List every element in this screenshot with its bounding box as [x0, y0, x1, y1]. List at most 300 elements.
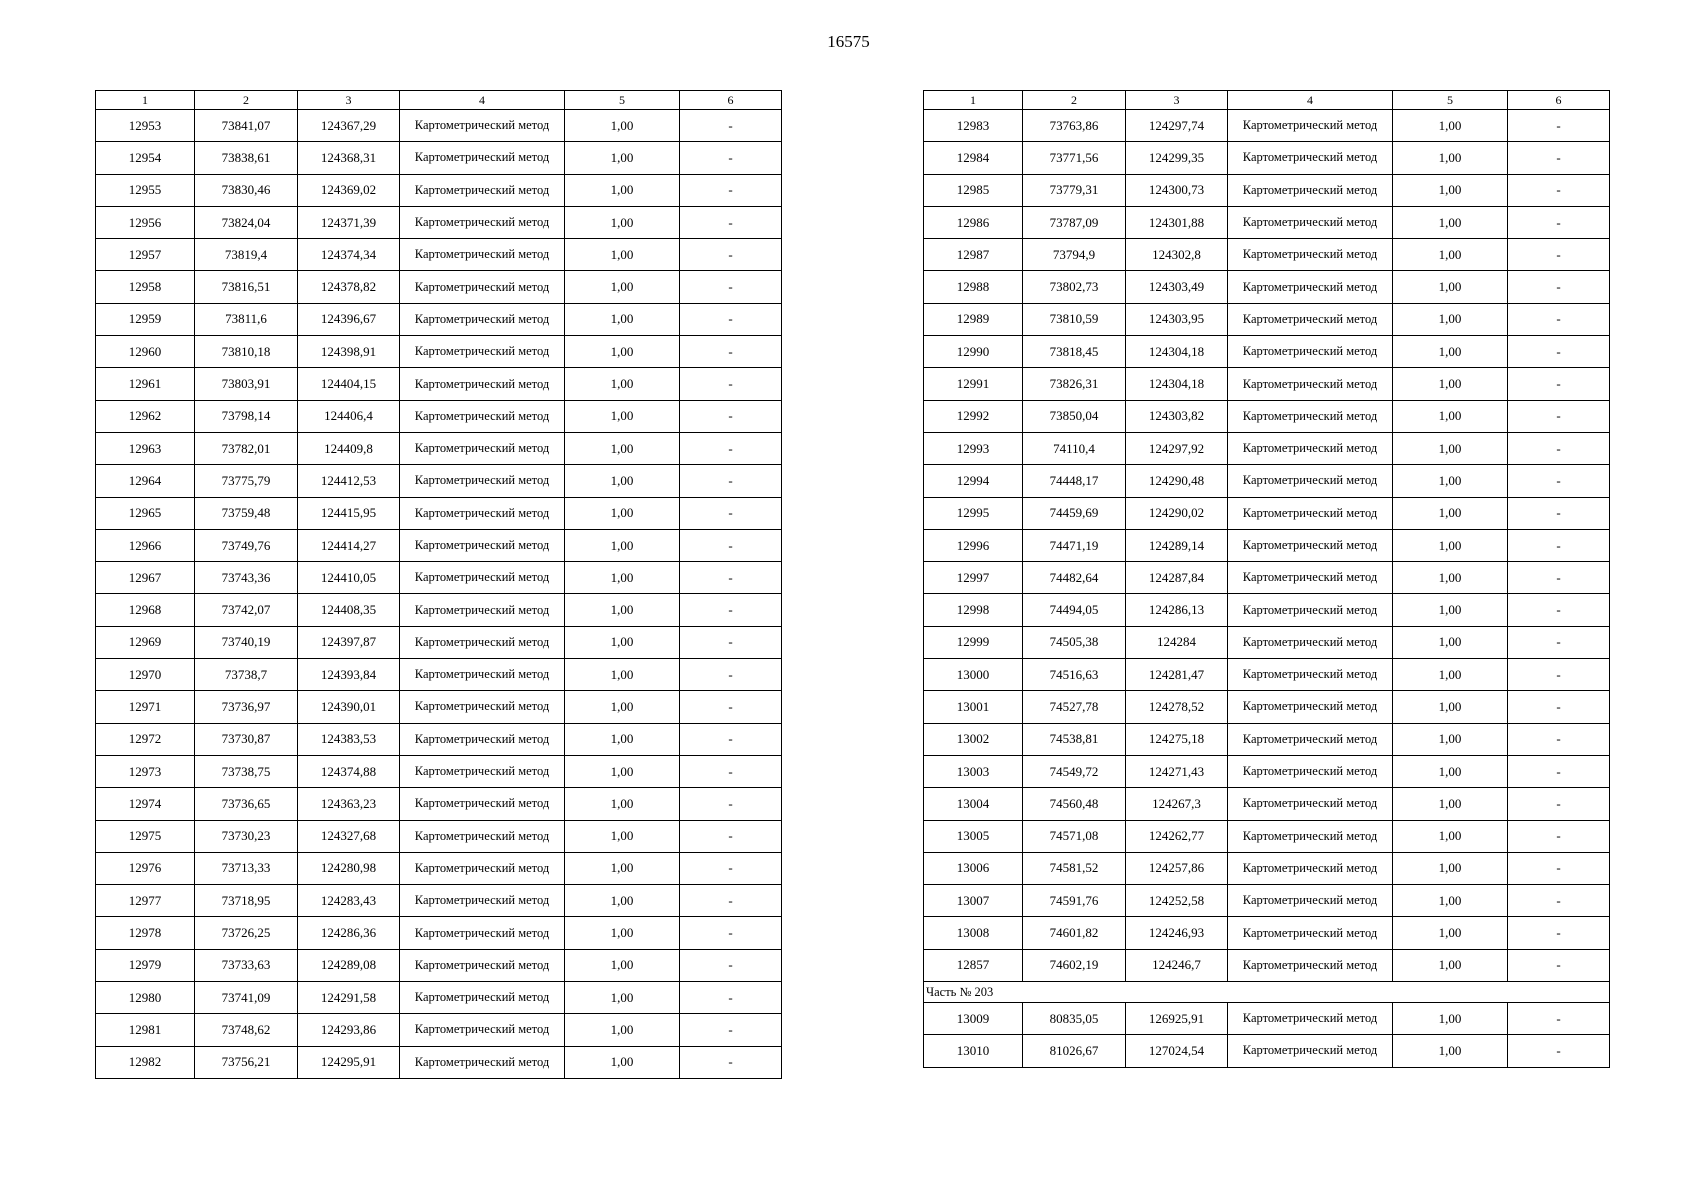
table-cell: Картометрический метод [1228, 820, 1393, 852]
table-cell: Картометрический метод [400, 239, 565, 271]
table-cell: 124414,27 [298, 529, 400, 561]
table-cell: 1,00 [1393, 594, 1508, 626]
table-cell: 73742,07 [195, 594, 298, 626]
table-cell: Картометрический метод [400, 400, 565, 432]
table-cell: 12971 [96, 691, 195, 723]
table-cell: 1,00 [565, 949, 680, 981]
table-row [96, 594, 782, 626]
table-cell: 12996 [924, 529, 1023, 561]
table-cell: - [680, 529, 782, 561]
column-header: 2 [195, 91, 298, 110]
table-cell: 1,00 [565, 917, 680, 949]
column-header: 6 [1508, 91, 1610, 110]
table-cell: 124371,39 [298, 206, 400, 238]
table-row [924, 788, 1610, 820]
table-row [96, 1014, 782, 1046]
table-cell: 13004 [924, 788, 1023, 820]
table-cell: - [1508, 949, 1610, 981]
table-cell: 73826,31 [1023, 368, 1126, 400]
table-cell: 1,00 [1393, 852, 1508, 884]
table-cell: 124327,68 [298, 820, 400, 852]
table-cell: 1,00 [565, 755, 680, 787]
table-cell: 1,00 [565, 174, 680, 206]
table-cell: Картометрический метод [1228, 562, 1393, 594]
table-cell: Картометрический метод [1228, 110, 1393, 142]
table-cell: 12959 [96, 303, 195, 335]
table-row [924, 1003, 1610, 1035]
table-cell: 124303,95 [1126, 303, 1228, 335]
table-cell: 73798,14 [195, 400, 298, 432]
table-cell: 73838,61 [195, 142, 298, 174]
table-cell: 12958 [96, 271, 195, 303]
table-row [924, 110, 1610, 142]
table-cell: Картометрический метод [1228, 303, 1393, 335]
table-cell: 12986 [924, 206, 1023, 238]
table-row [96, 400, 782, 432]
table-cell: 1,00 [565, 659, 680, 691]
table-row [924, 949, 1610, 981]
table-cell: 124289,08 [298, 949, 400, 981]
table-cell: 73730,23 [195, 820, 298, 852]
table-cell: Картометрический метод [400, 949, 565, 981]
table-cell: 124257,86 [1126, 852, 1228, 884]
table-cell: Картометрический метод [400, 336, 565, 368]
table-cell: 124415,95 [298, 497, 400, 529]
table-cell: Картометрический метод [1228, 691, 1393, 723]
table-cell: 124297,74 [1126, 110, 1228, 142]
table-row [924, 368, 1610, 400]
table-cell: Картометрический метод [1228, 885, 1393, 917]
table-cell: 124284 [1126, 626, 1228, 658]
table-cell: 124406,4 [298, 400, 400, 432]
table-cell: 124302,8 [1126, 239, 1228, 271]
table-cell: 12967 [96, 562, 195, 594]
table-cell: 73811,6 [195, 303, 298, 335]
table-cell: 124378,82 [298, 271, 400, 303]
table-cell: 1,00 [565, 336, 680, 368]
table-cell: 127024,54 [1126, 1035, 1228, 1067]
table-cell: 12956 [96, 206, 195, 238]
table-row [924, 659, 1610, 691]
table-cell: 124304,18 [1126, 336, 1228, 368]
table-cell: Картометрический метод [1228, 594, 1393, 626]
table-cell: 1,00 [565, 723, 680, 755]
table-cell: 74560,48 [1023, 788, 1126, 820]
table-cell: 73810,18 [195, 336, 298, 368]
table-row [96, 885, 782, 917]
table-cell: 1,00 [565, 110, 680, 142]
table-cell: Картометрический метод [1228, 400, 1393, 432]
table-cell: - [1508, 174, 1610, 206]
table-cell: Картометрический метод [400, 1046, 565, 1078]
table-cell: 12963 [96, 432, 195, 464]
table-cell: 1,00 [1393, 336, 1508, 368]
table-row [924, 336, 1610, 368]
table-cell: 13005 [924, 820, 1023, 852]
table-cell: - [680, 949, 782, 981]
table-cell: 12981 [96, 1014, 195, 1046]
table-cell: - [1508, 691, 1610, 723]
table-cell: 12992 [924, 400, 1023, 432]
table-cell: 12976 [96, 852, 195, 884]
table-row [924, 432, 1610, 464]
table-cell: 73771,56 [1023, 142, 1126, 174]
table-row [924, 142, 1610, 174]
table-cell: 73738,7 [195, 659, 298, 691]
table-cell: 73748,62 [195, 1014, 298, 1046]
table-cell: 124297,92 [1126, 432, 1228, 464]
table-cell: 73810,59 [1023, 303, 1126, 335]
table-cell: 74516,63 [1023, 659, 1126, 691]
table-cell: 73830,46 [195, 174, 298, 206]
table-cell: 12984 [924, 142, 1023, 174]
table-cell: 12962 [96, 400, 195, 432]
table-cell: Картометрический метод [1228, 142, 1393, 174]
table-cell: 124246,93 [1126, 917, 1228, 949]
table-cell: 12857 [924, 949, 1023, 981]
table-cell: 124303,49 [1126, 271, 1228, 303]
table-cell: - [680, 1046, 782, 1078]
table-cell: 124398,91 [298, 336, 400, 368]
table-cell: - [680, 562, 782, 594]
table-cell: 73740,19 [195, 626, 298, 658]
table-cell: 124246,7 [1126, 949, 1228, 981]
table-cell: 73803,91 [195, 368, 298, 400]
table-row [924, 885, 1610, 917]
table-cell: 1,00 [1393, 271, 1508, 303]
table-cell: 124396,67 [298, 303, 400, 335]
table-cell: Картометрический метод [400, 1014, 565, 1046]
table-cell: 74471,19 [1023, 529, 1126, 561]
table-cell: - [680, 691, 782, 723]
table-cell: 124397,87 [298, 626, 400, 658]
table-row [96, 949, 782, 981]
table-cell: 12998 [924, 594, 1023, 626]
table-cell: - [1508, 755, 1610, 787]
table-cell: 73782,01 [195, 432, 298, 464]
table-cell: 126925,91 [1126, 1003, 1228, 1035]
table-row [96, 1046, 782, 1078]
table-cell: 12997 [924, 562, 1023, 594]
table-cell: 73763,86 [1023, 110, 1126, 142]
table-cell: 12987 [924, 239, 1023, 271]
table-cell: 12974 [96, 788, 195, 820]
table-cell: 73794,9 [1023, 239, 1126, 271]
column-header: 1 [924, 91, 1023, 110]
table-cell: Картометрический метод [400, 723, 565, 755]
table-cell: 12995 [924, 497, 1023, 529]
table-row [96, 206, 782, 238]
table-cell: 12954 [96, 142, 195, 174]
table-cell: 12965 [96, 497, 195, 529]
table-cell: - [680, 885, 782, 917]
table-cell: 124262,77 [1126, 820, 1228, 852]
table-row [924, 562, 1610, 594]
table-cell: - [1508, 594, 1610, 626]
table-cell: - [680, 1014, 782, 1046]
table-row [96, 562, 782, 594]
table-cell: 12979 [96, 949, 195, 981]
table-cell: 12970 [96, 659, 195, 691]
table-cell: 124290,02 [1126, 497, 1228, 529]
table-cell: 1,00 [565, 562, 680, 594]
table-cell: 74601,82 [1023, 917, 1126, 949]
table-cell: 124369,02 [298, 174, 400, 206]
table-cell: 74110,4 [1023, 432, 1126, 464]
table-cell: 1,00 [1393, 788, 1508, 820]
table-cell: 1,00 [565, 788, 680, 820]
table-row [96, 788, 782, 820]
table-row [96, 497, 782, 529]
table-cell: 74482,64 [1023, 562, 1126, 594]
table-row [924, 691, 1610, 723]
table-cell: Картометрический метод [1228, 852, 1393, 884]
table-cell: 12961 [96, 368, 195, 400]
table-cell: - [680, 626, 782, 658]
table-cell: - [1508, 239, 1610, 271]
table-cell: Картометрический метод [400, 982, 565, 1014]
table-cell: 1,00 [1393, 142, 1508, 174]
table-cell: 1,00 [1393, 174, 1508, 206]
table-cell: Картометрический метод [400, 788, 565, 820]
section-label: Часть № 203 [924, 982, 1610, 1003]
table-cell: - [680, 594, 782, 626]
table-cell: 13002 [924, 723, 1023, 755]
table-cell: 1,00 [1393, 465, 1508, 497]
table-cell: - [1508, 723, 1610, 755]
table-cell: 124404,15 [298, 368, 400, 400]
table-cell: 13001 [924, 691, 1023, 723]
table-cell: 73850,04 [1023, 400, 1126, 432]
table-cell: - [680, 336, 782, 368]
table-cell: - [680, 917, 782, 949]
table-row [96, 723, 782, 755]
table-cell: 124383,53 [298, 723, 400, 755]
table-row [96, 110, 782, 142]
table-cell: 74549,72 [1023, 755, 1126, 787]
table-cell: - [680, 982, 782, 1014]
table-cell: 124367,29 [298, 110, 400, 142]
table-cell: Картометрический метод [400, 659, 565, 691]
table-cell: Картометрический метод [1228, 917, 1393, 949]
table-cell: Картометрический метод [400, 917, 565, 949]
table-cell: 124393,84 [298, 659, 400, 691]
table-cell: 124408,35 [298, 594, 400, 626]
table-row [96, 174, 782, 206]
table-cell: 73741,09 [195, 982, 298, 1014]
table-cell: Картометрический метод [400, 755, 565, 787]
table-cell: 12990 [924, 336, 1023, 368]
table-cell: 73726,25 [195, 917, 298, 949]
table-cell: 124291,58 [298, 982, 400, 1014]
table-cell: 74494,05 [1023, 594, 1126, 626]
table-cell: 1,00 [1393, 723, 1508, 755]
table-cell: 124271,43 [1126, 755, 1228, 787]
table-row [96, 271, 782, 303]
table-cell: Картометрический метод [1228, 432, 1393, 464]
table-cell: 12953 [96, 110, 195, 142]
table-cell: Картометрический метод [1228, 788, 1393, 820]
table-cell: Картометрический метод [1228, 659, 1393, 691]
table-cell: 12978 [96, 917, 195, 949]
table-cell: 1,00 [565, 206, 680, 238]
table-cell: 124286,13 [1126, 594, 1228, 626]
table-cell: - [680, 303, 782, 335]
table-cell: 1,00 [565, 594, 680, 626]
table-cell: 1,00 [565, 820, 680, 852]
table-cell: Картометрический метод [400, 691, 565, 723]
table-cell: 1,00 [565, 852, 680, 884]
table-cell: 1,00 [1393, 1035, 1508, 1067]
table-cell: 124289,14 [1126, 529, 1228, 561]
table-cell: - [1508, 368, 1610, 400]
column-header: 6 [680, 91, 782, 110]
column-header: 5 [565, 91, 680, 110]
table-cell: - [1508, 626, 1610, 658]
table-cell: Картометрический метод [1228, 1003, 1393, 1035]
table-cell: 12994 [924, 465, 1023, 497]
table-cell: - [680, 368, 782, 400]
table-row [924, 723, 1610, 755]
table-cell: Картометрический метод [1228, 465, 1393, 497]
table-cell: - [1508, 562, 1610, 594]
table-cell: 1,00 [1393, 432, 1508, 464]
table-cell: - [680, 271, 782, 303]
table-cell: - [680, 820, 782, 852]
table-cell: 1,00 [1393, 949, 1508, 981]
table-cell: 74581,52 [1023, 852, 1126, 884]
table-cell: - [1508, 852, 1610, 884]
table-cell: 12993 [924, 432, 1023, 464]
table-cell: - [1508, 432, 1610, 464]
table-cell: 73802,73 [1023, 271, 1126, 303]
table-cell: Картометрический метод [400, 174, 565, 206]
table-cell: 73816,51 [195, 271, 298, 303]
table-cell: 124303,82 [1126, 400, 1228, 432]
table-cell: 124295,91 [298, 1046, 400, 1078]
table-cell: Картометрический метод [400, 110, 565, 142]
header-row [924, 91, 1610, 110]
table-cell: 12989 [924, 303, 1023, 335]
table-row [96, 917, 782, 949]
table-cell: 1,00 [1393, 626, 1508, 658]
table-cell: 1,00 [1393, 206, 1508, 238]
table-cell: - [680, 497, 782, 529]
table-cell: 124290,48 [1126, 465, 1228, 497]
table-row [924, 594, 1610, 626]
table-cell: 73787,09 [1023, 206, 1126, 238]
table-cell: 73775,79 [195, 465, 298, 497]
table-cell: 73733,63 [195, 949, 298, 981]
table-cell: 1,00 [1393, 497, 1508, 529]
table-cell: - [1508, 497, 1610, 529]
table-cell: 12957 [96, 239, 195, 271]
table-cell: Картометрический метод [400, 562, 565, 594]
table-cell: 13007 [924, 885, 1023, 917]
table-cell: 12988 [924, 271, 1023, 303]
table-cell: 1,00 [565, 497, 680, 529]
table-cell: 12973 [96, 755, 195, 787]
table-cell: 12955 [96, 174, 195, 206]
table-cell: 74527,78 [1023, 691, 1126, 723]
table-cell: - [680, 110, 782, 142]
table-cell: - [1508, 110, 1610, 142]
table-cell: - [1508, 303, 1610, 335]
table-cell: 12999 [924, 626, 1023, 658]
table-cell: 73749,76 [195, 529, 298, 561]
table-cell: Картометрический метод [400, 820, 565, 852]
table-cell: 124374,34 [298, 239, 400, 271]
table-row [924, 529, 1610, 561]
table-row [96, 626, 782, 658]
table-cell: 13010 [924, 1035, 1023, 1067]
table-cell: 1,00 [1393, 755, 1508, 787]
table-cell: 12960 [96, 336, 195, 368]
table-cell: 12991 [924, 368, 1023, 400]
table-cell: - [1508, 659, 1610, 691]
table-cell: Картометрический метод [1228, 336, 1393, 368]
table-cell: 74571,08 [1023, 820, 1126, 852]
section-row [924, 982, 1610, 1003]
table-cell: 1,00 [1393, 529, 1508, 561]
table-cell: 124363,23 [298, 788, 400, 820]
table-cell: Картометрический метод [400, 594, 565, 626]
table-row [924, 239, 1610, 271]
table-cell: 1,00 [565, 1046, 680, 1078]
table-cell: - [680, 400, 782, 432]
table-cell: - [1508, 271, 1610, 303]
table-cell: Картометрический метод [1228, 723, 1393, 755]
table-cell: Картометрический метод [1228, 529, 1393, 561]
table-row [96, 239, 782, 271]
table-cell: 124280,98 [298, 852, 400, 884]
table-cell: Картометрический метод [1228, 497, 1393, 529]
table-cell: 124410,05 [298, 562, 400, 594]
table-cell: 1,00 [1393, 917, 1508, 949]
table-row [96, 691, 782, 723]
table-cell: 1,00 [1393, 239, 1508, 271]
table-row [924, 465, 1610, 497]
table-cell: - [680, 755, 782, 787]
table-row [96, 659, 782, 691]
column-header: 4 [400, 91, 565, 110]
table-cell: - [680, 723, 782, 755]
table-cell: 73713,33 [195, 852, 298, 884]
table-cell: 1,00 [565, 982, 680, 1014]
table-row [96, 529, 782, 561]
table-cell: 124301,88 [1126, 206, 1228, 238]
table-cell: - [1508, 206, 1610, 238]
table-cell: 12977 [96, 885, 195, 917]
table-cell: 13000 [924, 659, 1023, 691]
table-cell: 1,00 [1393, 1003, 1508, 1035]
table-cell: Картометрический метод [1228, 206, 1393, 238]
table-cell: 73730,87 [195, 723, 298, 755]
table-cell: Картометрический метод [400, 206, 565, 238]
table-cell: 124286,36 [298, 917, 400, 949]
table-row [924, 497, 1610, 529]
table-row [924, 271, 1610, 303]
table-cell: 74602,19 [1023, 949, 1126, 981]
table-cell: 124409,8 [298, 432, 400, 464]
table-row [96, 303, 782, 335]
table-cell: - [680, 174, 782, 206]
table-cell: 13008 [924, 917, 1023, 949]
table-cell: - [1508, 529, 1610, 561]
table-cell: 12980 [96, 982, 195, 1014]
table-cell: 13009 [924, 1003, 1023, 1035]
table-row [96, 336, 782, 368]
